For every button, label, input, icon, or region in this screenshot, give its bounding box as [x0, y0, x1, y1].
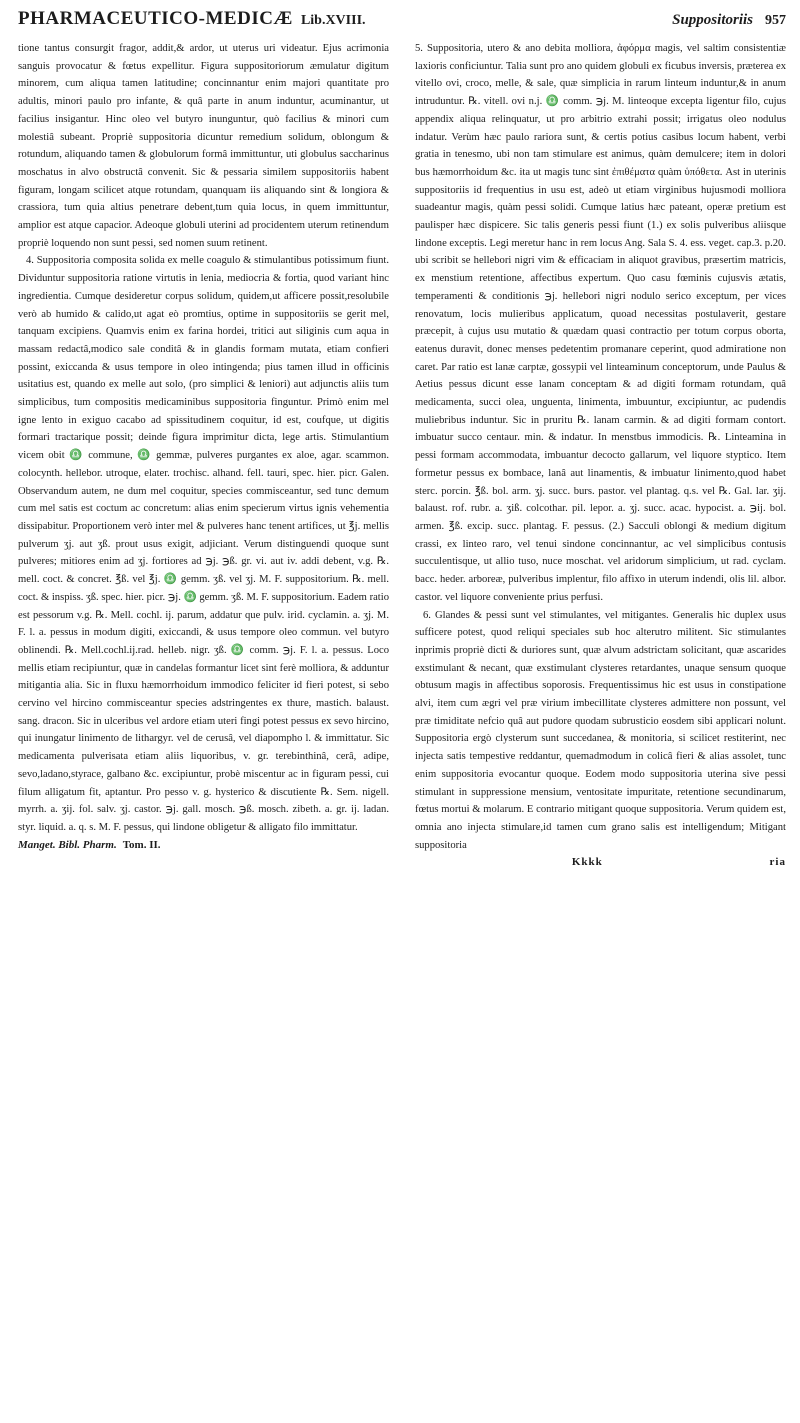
catchword: ria	[769, 856, 786, 869]
signature-mark: Kkkk	[571, 856, 603, 869]
left-paragraph: 4. Suppositoria composita solida ex melle coagulo & stimulantibus potissimum fiunt. Dividuntur suppositoria ratione virtutis in lenia, mediocria & fortia, quod variant hinc ingredientia. Cumque desideretur corpus solidum, quidem,ut afficere possit,resolubile verò ab humido & calido,ut agat eò promtius, optime in suppositoriis se gerit mel, tanquam excipiens. Quamvis enim ex farina hordei, tritici aut siliginis cum aqua in massam redactâ,modico sale conditâ & in glandis formam mutata, etiam confieri possint, exiccanda & usus tempore in oleo intingenda; pius tamen illud in officinis usitatius est, quando ex melle aut solo, (pro simplici & leniori) aut adjunctis aliis tum simplicibus, tum compositis medicaminibus suppositoria finguntur. Primò enim mel igne lento in exiguo cacabo ad spissitudinem coquitur, id est, coufque, ut digitis formari tractarique possit; deinde figura imprimitur dicta, lege artis. Stimulantium vicem obit ♎ commune, ♎ gemmæ, pulveres purgantes ex aloe, agar. scammon. colocynth. hellebor. utroque, elater. trochisc. alhand. fell. tauri, spec. hier. picr. Galen. Observandum autem, ne dum mel coquitur, species commisceantur, sed tunc demum cum mel satis est coctum ac concretum: alias enim specierum virtus ignis vehementia dissipabitur. Proportionem verò inter mel & pulveres hanc tenent artifices, ut ℥j. mellis pulverum ʒj. aut ʒß. prout usus exigit, adjiciant. Verum distinguendi quoque sunt pulveres; mitiores enim ad ʒj. fortiores ad ℈j. ℈ß. gr. vi. aut iv. addi debent, v.g. ℞. mell. coct. & concret. ℥ß. vel ℥j. ♎ gemm. ʒß. vel ʒj. M. F. suppositorium. ℞. mell. coct. & inspiss. ʒß. spec. hier. picr. ℈j. ♎ gemm. ʒß. M. F. suppositorium. Eadem ratio est pessorum v.g. ℞. Mell. cochl. ij. parum, addatur que pulv. irid. cyclamin. a. ʒj. M. F. l. a. pessus in modum digiti, exiccandi, & usus tempore oleo commun. vel butyro oblinendi. ℞. Mell.cochl.ij.rad. helleb. nigr. ʒß. ♎ comm. ℈j. F. l. a. pessus. Loco mellis etiam recipiuntur, quæ in candelas formantur licet sint ferè molliora, & adduntur mitigantia alia. Sic in fluxu hæmorrhoidum immodico feliciter id fieri potest, si sebo cervino vel hircino commisceantur species adstringentes ex thure, mastich. balaust. sang. dracon. Sic in ulceribus vel ardore etiam uteri fingi potest pessus ex sevo hircino, qui inungatur linimento de lithargyr. vel de cerusâ, vel diapompho l. & immittatur. Sic medicamenta pulverisata etiam aliis liquoribus, v. gr. terebinthinâ, cerâ, adipe, sevo,ladano,styrace, galbano &c. excipiuntur, probè miscentur ac in figuram pessi, cui filum alligatum fit, aptantur. Pro pesso v. g. hysterico & discutiente ℞. Sem. nigell. myrrh. a. ʒij. fol. salv. ʒj. castor. ℈j. gall. mosch. ℈ß. mosch. zibeth. a. gr. ij. ladan. styr. liquid. a. q. s. M. F. pessus, qui lindone obligetur & alligato filo immittatur.	[18, 255, 389, 833]
right-footer	[415, 854, 786, 872]
page-number: 957	[765, 13, 786, 28]
footer-tome: Tom. II.	[122, 838, 161, 851]
running-head-book: Lib.XVIII.	[300, 13, 366, 28]
running-head-title: PHARMACEUTICO-MEDICÆ	[18, 8, 293, 29]
right-paragraph: 6. Glandes & pessi sunt vel stimulantes, vel mitigantes. Generalis hic duplex usus sufficere potest, quod reliqui speciales sub hoc alterutro militent. Sic stimulantes inprimis propriè dicti & duriores sunt, quæ alvum adstrictam solicitant, quæ ascarides exstimulant & necant, quæ exstimulant clysteres retardantes, unaque sensum quoque obtusum magis in affectibus soporosis. Frequentissimus hic est usus in constipatione alvi, item cum ægri vel præ virium imbecillitate clysteres admittere non possunt, vel præ timiditate nefcio quâ aut pudore quodam subrusticio eosdem sibi applicari nolunt. Suppositoria ergò clysterum sunt succedanea, & monitoria, si scilicet restiterint, nec injecta satis tempestive reddantur, quemadmodum in colicâ fieri & alias assolet, tunc enim suppositoria evocantur quoque. Eodem modo suppositoria uterina sive pessi stimulant in suppressione mensium, ventositate impuritate, retentione secundinarum, fœtus mortui & molarum. E contrario mitigant quoque suppositoria. Verum quidem est, omnia ano injecta stimulare,id tamen cum grano salis est intelligendum; Mitigant suppositoria	[415, 609, 786, 851]
running-head-section: Suppositoriis	[672, 12, 753, 28]
left-column	[18, 40, 389, 872]
right-column	[415, 40, 786, 872]
running-head	[18, 8, 786, 36]
right-paragraph: 5. Suppositoria, utero & ano debita molliora, ἀφόρμα magis, vel saltim consistentiæ laxioris conficiuntur. Talia sunt pro ano quidem globuli ex ficubus inversis, præterea ex vitello ovi, croco, melle, & sale, quæ simplicia in rarum linteum induntur,& in anum intruduntur. ℞. vitell. ovi n.j. ♎ comm. ℈j. M. linteoque excepta ligentur filo, cujus appendix aliqua relinquatur, ut pro arbitrio extrahi possit; irrigatus oleo nodulus indatur. Verùm hæc paulo rariora sunt, & certis potius casibus locum habent, verbi gratia in tenesmo, ubi non tam stimulare est animus, quàm demulcere; item in dolori bus hæmorrhoidum &c. ita ut magis tunc sint ἐπιθέματα quàm ὑπόθετα. Ast in uterinis suppositoriis id frequentius in usu est, adeò ut etiam virginibus hujusmodi molliora suadeantur magis, quàm pessi solidi. Cumque latius hæc pateant, operæ pretium est paulisper hæc dispicere. Sic talis generis pessi fiunt (1.) ex solis pulveribus aliisque lindone exceptis. Legi meretur hanc in rem locus Ang. Sala S. 4. ess. veget. cap.3. p.20. ubi scribit se hellebori nigri vim & efficaciam in aliquot gravibus, præsertim matricis, ex menstium retentione, affectibus expertum. Quo casu fœminis cujusvis ætatis, temperamenti & conditionis ℈j. hellebori nigri nodulo serico exceptum, per vices renovatum, locis mulieribus applicatum, quoad necessitas postulaverit, gestare præcepit, à cujus usu mutatio & quædam quasi contractio per totum corpus oborta, eatenus duravit, donec menses pedetentim promanare ceperint, quod admiratione non caret. Par ratio est lanæ carptæ, gossypii vel linteaminum conceptorum, unde Paulus & Aetius pessus dicunt esse lanam conceptam & ad digiti formam rotundam, quâ medicamenta, succi olea, unguenta, linimenta, imbuuntur, excipiuntur, ac pudendis muliebribus induntur. Sic in pruritu ℞. lanam carmin. & ad digiti formam contort. imbuatur succo centaur. min. & indatur. In menstbus immodicis. ℞. Linteamina in pessi formam accommodata, imbuantur decocto gallarum, vel liquore styptico. Item formetur pessus ex bombace, lanâ aut linamentis, & imbuatur linimento,quod habet sterc. porcin. ℥ß. bol. arm. ʒj. succ. burs. pastor. vel plantag. q.s. vel ℞. Gal. lar. ʒij. balaust. rof. rubr. a. ʒiß. colcothar. pil. lepor. a. ʒj. succ. acac. hypocist. a. ℈ij. bol. armen. ℥ß. excip. succ. plantag. F. pessus. (2.) Sacculi oblongi & medium digitum crassi, ex linteo raro, vel tenui sindone concinnantur, ac vel simplicibus contusis succulentisque, ut allio tuso, nuce moschat. vel aridorum simplicium, ut rad. cyclam. bacc. heder. arboreæ, pulveribus implentur, filo affixo in uterum indendi, olis lil. albor. castor. vel liquore conveniente prius perfusi.	[415, 43, 786, 603]
left-paragraph: tione tantus consurgit fragor, addit,& ardor, ut uterus uri videatur. Ejus acrimonia sanguis provocatur & fœtus expellitur. Figura suppositoriorum æmulatur digitum minorem, cum aliqua tamen latitudine; concinnantur enim majori quantitate pro adultis, minori paulo pro infante, & quâ parte in anum induntur, acuminantur, ut facilius insigantur. Hinc oleo vel butyro inunguntur, quò facilius & minori cum molestiâ subeant. Propriè suppositoria dicuntur remedium solidum, oblongum & rotundum, aliquando tamen & globulorum formâ immittuntur, uti globulus saccharinus moschatus in alvo obstructâ convenit. Sic & pessaria similem suppositoriis habent figuram, longam scilicet atque rotundam, quanquam iis aliquando sint & longiora & crassiora, tum quia altius penetrare debent,tum quia locus, in quem immittuntur, amplior est atque capacior. Adeoque globuli uterini ad procidentem uterum retinendum propriè loquendo non sunt pessi, sed nomen suum retinent.	[18, 43, 389, 249]
left-footer	[18, 837, 389, 855]
footer-book-title: Manget. Bibl. Pharm.	[18, 838, 117, 851]
text-columns	[18, 40, 786, 872]
